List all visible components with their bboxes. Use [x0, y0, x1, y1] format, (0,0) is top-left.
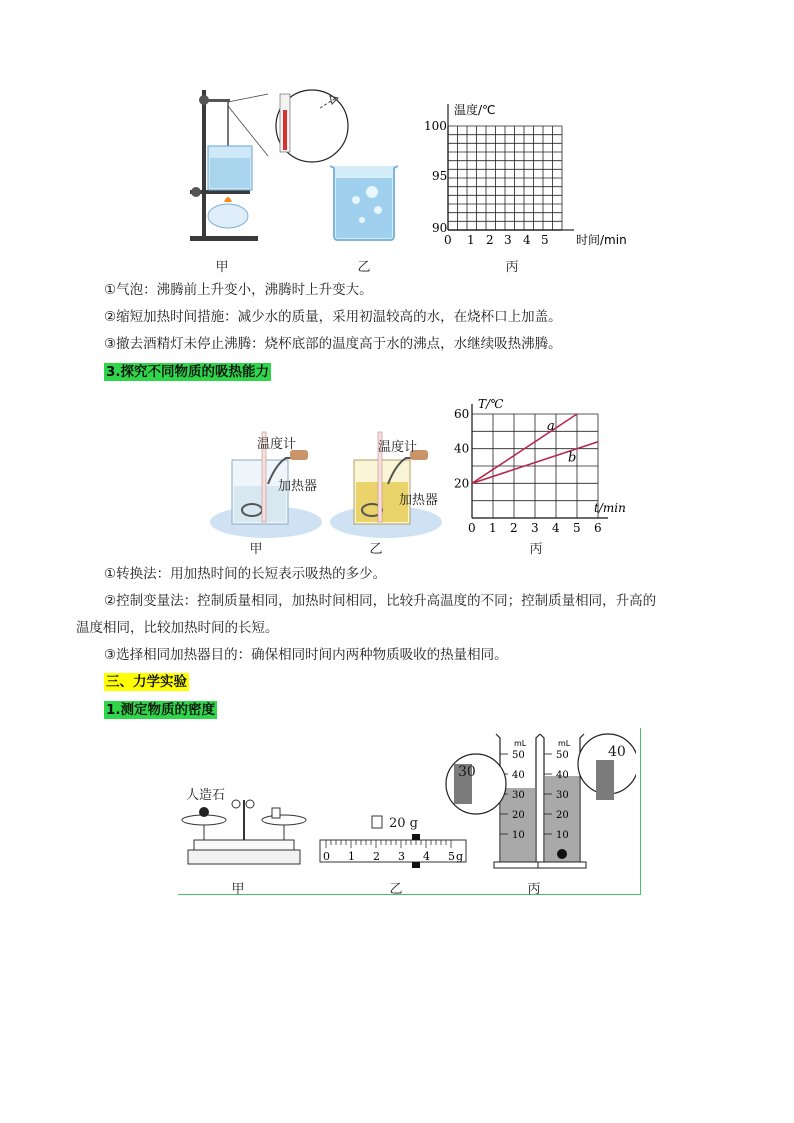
heat-note-3: ③选择相同加热器目的：确保相同时间内两种物质吸收的热量相同。	[104, 647, 508, 663]
density-subtitle: 1.测定物质的密度	[106, 702, 216, 718]
boiling-note-3: ③撤去酒精灯未停止沸腾：烧杯底部的温度高于水的沸点，水继续吸热沸腾。	[104, 336, 562, 352]
heater-label-2: 加热器	[399, 493, 439, 508]
chart-xtick-label: 0	[468, 521, 476, 535]
xtick-1: 1	[467, 233, 475, 247]
zoom-left-value: 30	[458, 764, 476, 780]
heat-temperature-chart	[450, 388, 640, 538]
chart-ytick-label: 20	[454, 476, 470, 491]
fig-label-jia: 甲	[215, 260, 229, 275]
cylinder-tick-label: 50	[512, 750, 525, 761]
cylinder-tick-label: 10	[556, 830, 569, 841]
cylinder-tick-label: 40	[556, 770, 569, 781]
graduated-cylinders-figure	[436, 730, 636, 872]
ytick-95: 95	[432, 169, 448, 183]
ytick-90: 90	[432, 221, 448, 235]
cylinder-unit: mL	[514, 739, 527, 748]
ruler-tick-label: 4	[423, 850, 430, 863]
fig-label-yi: 乙	[357, 260, 371, 275]
cylinder-tick-label: 30	[556, 790, 569, 801]
ruler-tick-label: 0	[323, 850, 330, 863]
ruler-tick-label: 1	[348, 850, 355, 863]
heat-note-2-cont: 温度相同，比较加热时间的长短。	[76, 620, 279, 636]
chart-xtick-label: 3	[531, 521, 539, 535]
xtick-4: 4	[523, 233, 531, 247]
heat-fig-label-jia: 甲	[249, 542, 263, 557]
chart-xlabel: t/min	[594, 501, 626, 515]
ruler-unit-label: g	[456, 850, 464, 863]
ytick-100: 100	[424, 119, 447, 133]
cylinder-tick-label: 50	[556, 750, 569, 761]
xtick-2: 2	[486, 233, 494, 247]
ruler-tick-label: 5	[448, 850, 455, 863]
chart-xtick-label: 5	[573, 521, 581, 535]
chart-xtick-label: 2	[510, 521, 518, 535]
heat-fig-label-yi: 乙	[369, 542, 383, 557]
boiling-note-2: ②缩短加热时间措施：减少水的质量，采用初温较高的水，在烧杯口上加盖。	[104, 309, 562, 325]
cylinder-tick-label: 10	[512, 830, 525, 841]
fig-label-bing: 丙	[505, 260, 519, 275]
thermometer-label-1: 温度计	[257, 437, 297, 452]
boiling-temperature-chart	[420, 96, 640, 252]
xtick-0: 0	[444, 233, 452, 247]
series-label-b: b	[568, 450, 577, 466]
series-label-a: a	[547, 419, 555, 434]
cylinder-tick-label: 30	[512, 790, 525, 801]
boiling-chart-ylabel: 温度/℃	[454, 103, 496, 117]
chart-ytick-label: 60	[454, 407, 470, 421]
heat-note-1: ①转换法：用加热时间的长短表示吸热的多少。	[104, 566, 387, 582]
density-fig-label-jia: 甲	[231, 882, 245, 897]
heat-apparatus-figure	[206, 424, 456, 540]
chart-xtick-label: 6	[594, 521, 602, 535]
mechanics-section-title: 三、力学实验	[106, 674, 187, 690]
xtick-3: 3	[504, 233, 512, 247]
beaker-figure	[326, 162, 402, 242]
cylinder-tick-label: 40	[512, 770, 525, 781]
weight-label: 20 g	[389, 816, 418, 831]
heat-note-2: ②控制变量法：控制质量相同，加热时间相同，比较升高温度的不同；控制质量相同，升高的	[104, 593, 657, 609]
heat-fig-label-bing: 丙	[529, 542, 543, 557]
chart-xtick-label: 1	[489, 521, 497, 535]
boiling-chart-xlabel: 时间/min	[576, 233, 627, 247]
density-fig-label-bing: 丙	[527, 882, 541, 897]
ruler-tick-label: 2	[373, 850, 380, 863]
heater-label-1: 加热器	[278, 479, 318, 494]
density-fig-label-yi: 乙	[389, 882, 403, 897]
zoom-right-value: 40	[608, 744, 626, 760]
boiling-note-1: ①气泡：沸腾前上升变小，沸腾时上升变大。	[104, 282, 373, 298]
xtick-5: 5	[541, 233, 549, 247]
heat-section-title: 3.探究不同物质的吸热能力	[106, 364, 270, 380]
thermometer-label-2: 温度计	[378, 440, 418, 455]
cylinder-tick-label: 20	[512, 810, 525, 821]
stone-label: 人造石	[186, 788, 226, 803]
chart-xtick-label: 4	[552, 521, 560, 535]
cylinder-base	[494, 862, 542, 868]
cylinder-unit: mL	[558, 739, 571, 748]
cylinder-tick-label: 20	[556, 810, 569, 821]
chart-ytick-label: 40	[454, 441, 470, 456]
chart-ylabel: T/℃	[478, 397, 504, 411]
ruler-tick-label: 3	[398, 850, 405, 863]
stone-in-cylinder	[557, 849, 567, 859]
cylinder-base	[538, 862, 586, 868]
